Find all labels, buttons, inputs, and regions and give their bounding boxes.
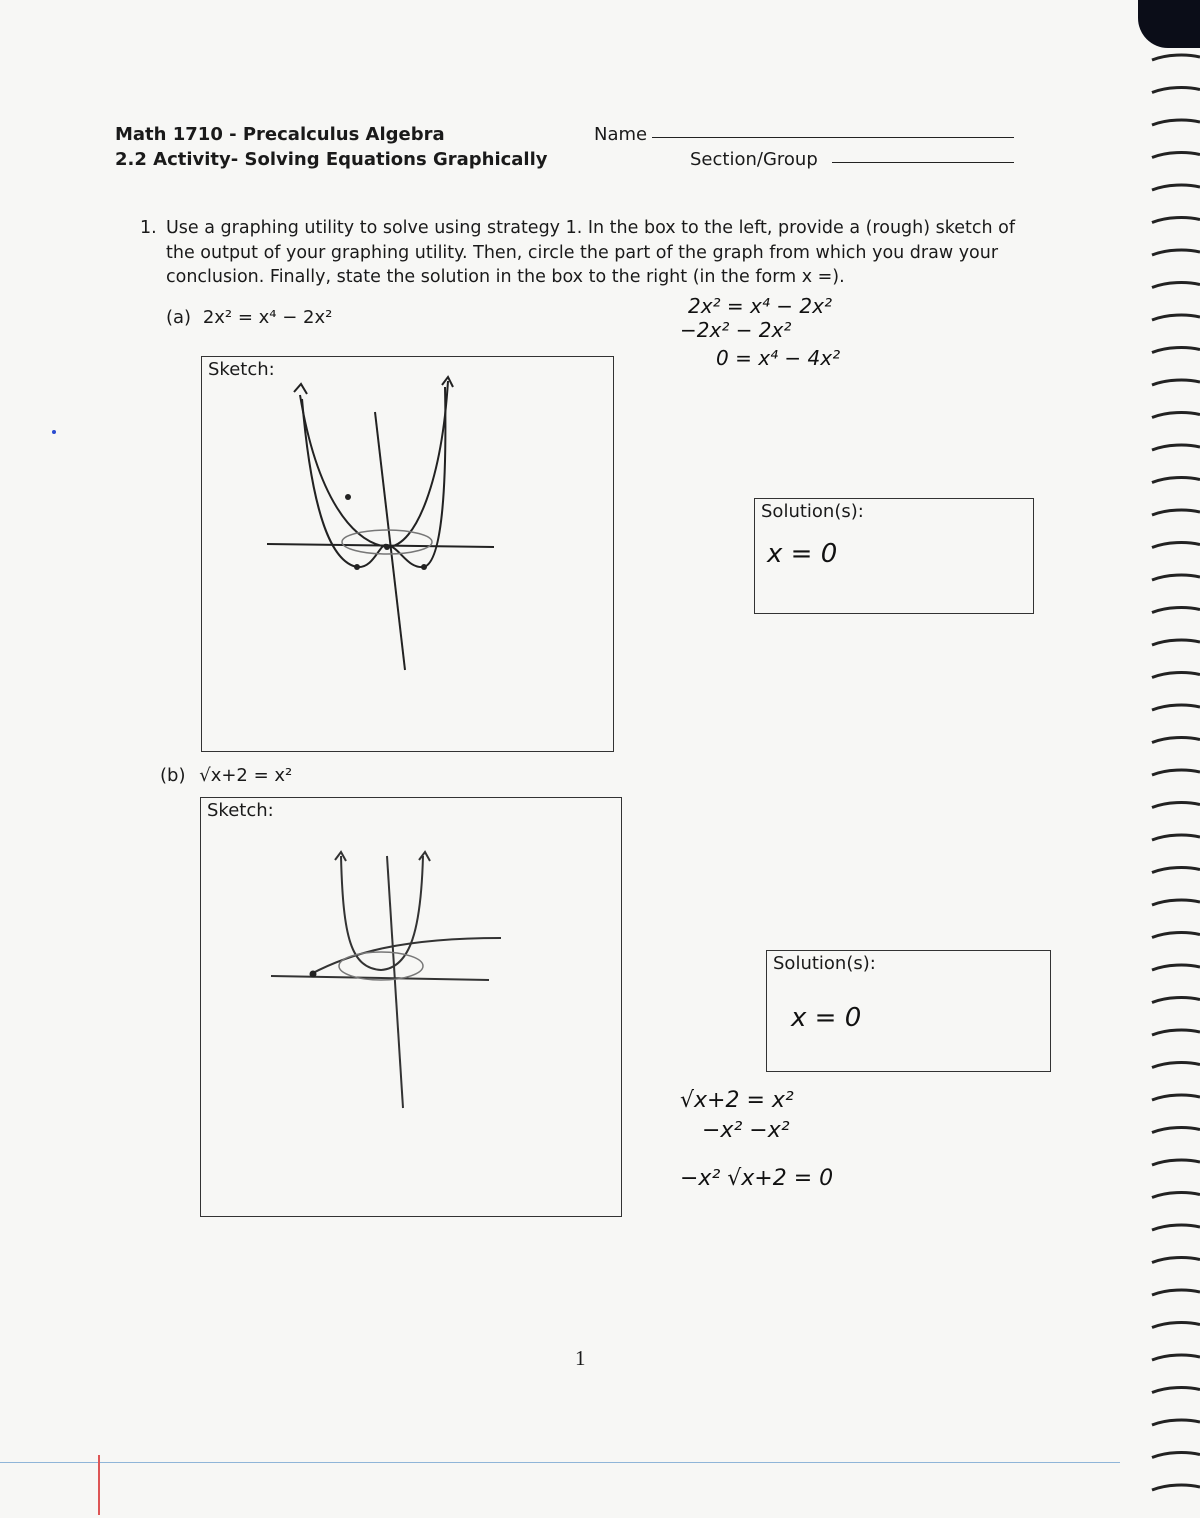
part-a-prompt xyxy=(166,307,332,328)
part-b-solution-box xyxy=(766,950,1051,1072)
part-b-y-axis xyxy=(387,856,403,1108)
spiral-coil xyxy=(1152,1193,1200,1198)
part-a-point-3 xyxy=(345,494,351,500)
spiral-coil xyxy=(1152,738,1200,743)
part-a-solution-answer: x = 0 xyxy=(767,539,838,569)
spiral-coil xyxy=(1152,673,1200,678)
part-a-equation: 2x² = x⁴ − 2x² xyxy=(202,307,333,328)
part-b-label: (b) xyxy=(160,765,186,786)
spiral-coil xyxy=(1152,1225,1200,1230)
part-a-circle xyxy=(342,530,432,554)
activity-title: 2.2 Activity- Solving Equations Graphically xyxy=(115,149,548,170)
spiral-coil xyxy=(1152,1355,1200,1360)
spiral-coil xyxy=(1152,770,1200,775)
part-a-y-axis xyxy=(375,412,405,670)
header-block xyxy=(115,122,548,172)
spiral-coil xyxy=(1152,413,1200,418)
spiral-coil xyxy=(1152,965,1200,970)
part-a-sketch-label: Sketch: xyxy=(208,359,275,380)
spiral-coil xyxy=(1152,510,1200,515)
spiral-coil xyxy=(1152,1258,1200,1263)
section-label: Section/Group xyxy=(690,149,818,170)
part-a-sketch-box xyxy=(201,356,614,752)
part-a-work-line-3: 0 = x⁴ − 4x² xyxy=(716,346,841,370)
part-b-work-line-1: √x+2 = x² xyxy=(680,1088,794,1113)
part-a-solution-label: Solution(s): xyxy=(761,501,864,522)
part-a-work-line-1: 2x² = x⁴ − 2x² xyxy=(688,294,832,318)
part-a-point-1 xyxy=(354,564,360,570)
spiral-coil xyxy=(1152,315,1200,320)
spiral-coil xyxy=(1152,1063,1200,1068)
part-b-solution-answer: x = 0 xyxy=(791,1003,862,1033)
spiral-coil xyxy=(1152,120,1200,125)
stray-dot xyxy=(52,430,56,434)
spiral-coil xyxy=(1152,1290,1200,1295)
part-a-label: (a) xyxy=(166,307,192,328)
spiral-coil xyxy=(1152,1453,1200,1458)
spiral-coil xyxy=(1152,185,1200,190)
spiral-coil xyxy=(1152,835,1200,840)
spiral-coil xyxy=(1152,445,1200,450)
part-b-circle xyxy=(339,952,423,980)
part-b-point xyxy=(310,971,317,978)
spiral-coil xyxy=(1152,478,1200,483)
name-field-line xyxy=(652,137,1014,138)
spiral-coil xyxy=(1152,1388,1200,1393)
spiral-binding xyxy=(1132,0,1200,1518)
part-a-sketch xyxy=(202,357,612,749)
spiral-coil xyxy=(1152,1095,1200,1100)
spiral-coil xyxy=(1152,1420,1200,1425)
spiral-coil xyxy=(1152,868,1200,873)
spiral-coil xyxy=(1152,380,1200,385)
page-number: 1 xyxy=(575,1346,586,1370)
spiral-coil xyxy=(1152,1030,1200,1035)
part-b-sketch-label: Sketch: xyxy=(207,800,274,821)
part-b-parabola xyxy=(341,856,423,970)
problem-number: 1. xyxy=(140,218,157,238)
spiral-coil xyxy=(1152,900,1200,905)
spiral-coil xyxy=(1152,250,1200,255)
part-b-sketch xyxy=(201,798,621,1214)
spiral-coil xyxy=(1152,1160,1200,1165)
spiral-coil xyxy=(1152,1485,1200,1490)
spiral-coil xyxy=(1152,1323,1200,1328)
spiral-coil xyxy=(1152,55,1200,60)
spiral-coil xyxy=(1152,218,1200,223)
part-a-solution-box xyxy=(754,498,1034,614)
spiral-coil xyxy=(1152,640,1200,645)
spiral-coil xyxy=(1152,348,1200,353)
part-a-point-4 xyxy=(384,544,390,550)
part-b-work-line-2: −x² −x² xyxy=(702,1118,790,1143)
spiral-coil xyxy=(1152,283,1200,288)
spiral-coil xyxy=(1152,705,1200,710)
spiral-coil xyxy=(1152,1128,1200,1133)
part-b-work-line-3: −x² √x+2 = 0 xyxy=(680,1166,834,1191)
part-b-solution-label: Solution(s): xyxy=(773,953,876,974)
spiral-coil xyxy=(1152,153,1200,158)
spiral-coil xyxy=(1152,998,1200,1003)
part-a-curve-1 xyxy=(302,387,445,567)
spiral-coil xyxy=(1152,88,1200,93)
notebook-rule-line xyxy=(0,1462,1120,1463)
part-b-prompt xyxy=(160,765,292,786)
section-field-line xyxy=(832,162,1014,163)
spiral-coil xyxy=(1152,803,1200,808)
part-b-arrows xyxy=(335,852,430,861)
instruction-text: Use a graphing utility to solve using strategy 1. In the box to the left, provide a (rough) sketch of the output of your graphing utility. Then, circle the part of the graph from which you draw your conclusion. Finally, state the solution in the box to the right (in the form x =). xyxy=(166,218,1016,287)
spiral-coil xyxy=(1152,608,1200,613)
part-a-work-line-2: −2x² − 2x² xyxy=(680,318,792,342)
problem-instructions xyxy=(140,216,1020,290)
spiral-coil xyxy=(1152,933,1200,938)
part-b-sketch-box xyxy=(200,797,622,1217)
part-a-arrows xyxy=(294,377,453,394)
margin-mark xyxy=(98,1455,100,1515)
part-b-equation: √x+2 = x² xyxy=(199,765,293,786)
part-a-point-2 xyxy=(421,564,427,570)
spiral-coil xyxy=(1152,575,1200,580)
course-title: Math 1710 - Precalculus Algebra xyxy=(115,124,445,145)
name-label: Name xyxy=(594,124,648,145)
spiral-coil xyxy=(1152,543,1200,548)
